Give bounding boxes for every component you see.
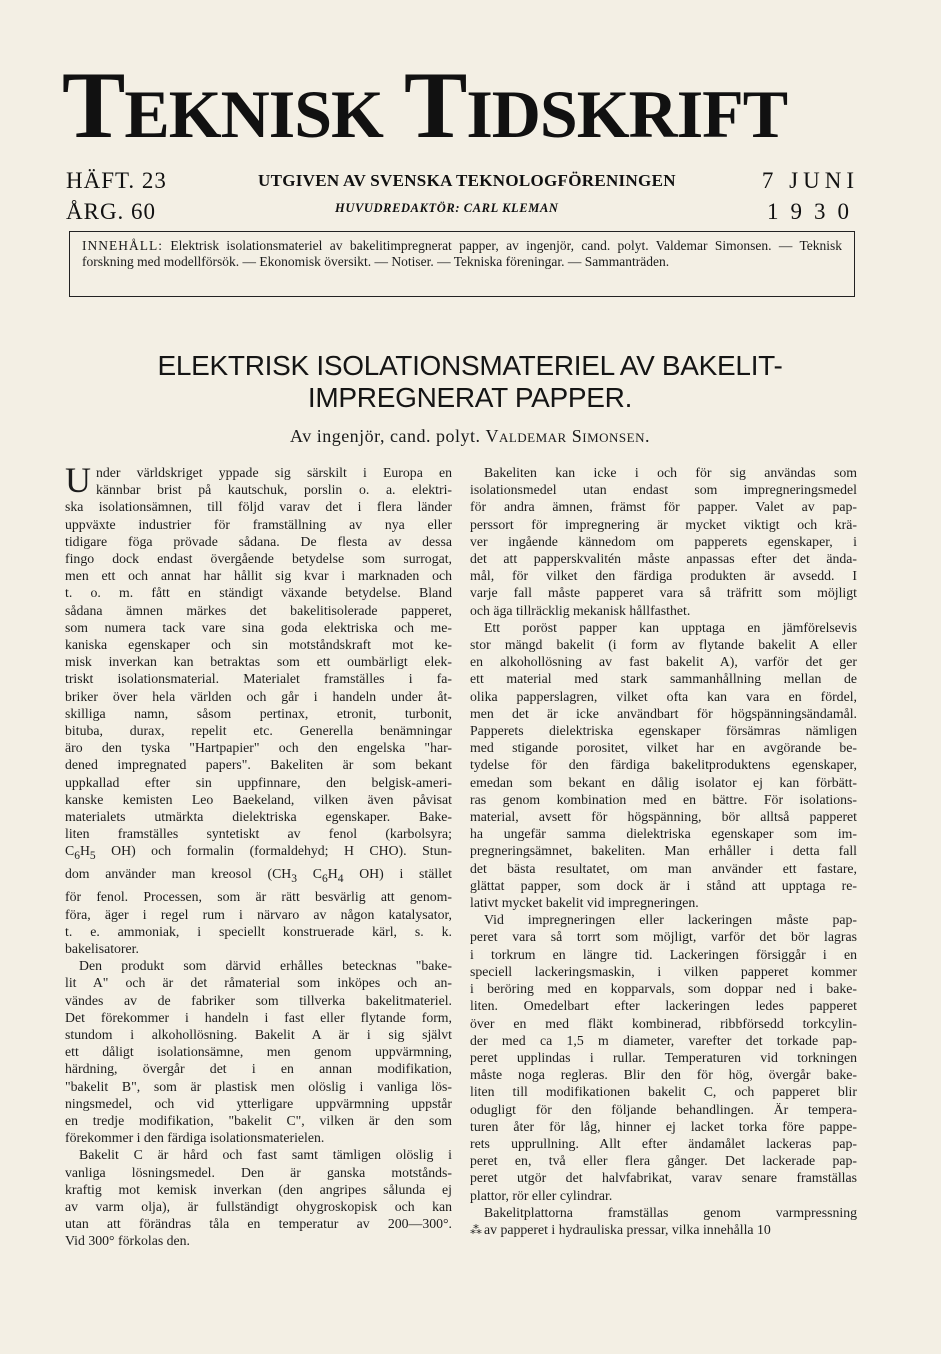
text-line: vanliga lösningsmedel. Den är ganska motstånds- [65,1164,452,1180]
text-line: materialets utmärkta dielektriska egenskaper. Bake- [65,809,452,825]
text-line: som numera tack vare sina goda elektriska och me- [65,619,452,635]
issue-number: HÄFT. 23 [66,168,167,193]
text-line: mål, för vilket den färdiga produkten är avsedd. I [470,568,857,584]
text-line: ⁂ av papperet i hydrauliska pressar, vilka innehålla 10 [470,1221,771,1237]
text-line: ningsmedel, och vid ytterligare uppvärmning uppstår [65,1095,452,1111]
text-line: turen åter för låg, hinner ej lacket torka före pappe- [470,1118,857,1134]
left-column [65,460,453,1250]
text-line: tidigare föga prövade sådana. De flesta av dessa [65,533,452,549]
text-line: Den produkt som därvid erhålles betecknas "bake- [79,958,452,974]
text-line: peret upplindas i rullar. Temperaturen vid torkningen [470,1049,857,1065]
volume-number: ÅRG. 60 [66,199,157,224]
text-line: peret en, två eller flera gånger. Det lackerade pap- [470,1153,857,1169]
article-title: ELEKTRISK ISOLATIONSMATERIEL AV BAKELIT- IMPREGNERAT PAPPER. [157,350,783,413]
text-line: utan att förändras tåla en temperatur av 200—300°. [65,1216,452,1232]
text-line: Papperets dielektriska egenskaper försämras nämligen [470,723,857,739]
text-line: sådana ämnen märkes det bakelitisolerade papperet, [65,602,452,618]
text-line: stundom i alkohollösning. Bakelit A är i sig självt [65,1027,452,1042]
text-line: kraftig mot kemisk inverkan (den angripes sålunda ej [65,1181,452,1197]
text-line: material, avsett för högspänning, bör alltså papperet [470,809,857,825]
text-line: glättat papper, som dock är i stånd att upptaga re- [470,877,857,893]
text-line: isolationsmedel utan endast som impregneringsmedel [470,482,857,498]
text-line: liten. Omedelbart efter lackeringen ledes papperet [470,998,857,1014]
text-line: Bakeliten kan icke i och för sig användas som [484,465,857,480]
text-line: och äga tillräcklig mekanisk hållfasthet. [470,602,691,618]
text-line: lit A" och är det råmaterial som inköpes och an- [65,975,452,991]
issue-year: 1930 [767,199,861,224]
text-line: förekommer i den färdiga isolationsmaterielen. [65,1130,325,1146]
formula-line: dom använder man kreosol ($CH_3$ $C_6H_4$ OH) i stället [65,866,453,886]
masthead-title: TEKNISK TIDSKRIFT [62,52,788,158]
text-line: ett dåligt isolationsämne, men genom uppvärmning, [65,1044,452,1060]
text-line: vändes av de fabriker som tillverka bakelitmateriel. [65,992,452,1008]
text-line: odugligt för den följande behandlingen. Är tempera- [470,1101,857,1117]
text-line: rets upprullning. Allt efter ändamålet lackeras pap- [470,1135,857,1151]
text-line: skilliga namn, såsom pertinax, etronit, turbonit, [65,705,452,721]
text-line: ha ungefär samma dielektriska egenskaper som im- [470,826,857,842]
text-line: kännbar brist på kautschuk, porslin o. a. elektri- [96,482,452,498]
article-byline: Av ingenjör, cand. polyt. Valdemar Simonsen. [290,426,650,446]
text-line: härdning, övergår det i en annan modifikation, [65,1061,452,1077]
text-line: Bakelit C är hård och fast samt tämligen olöslig i [79,1147,452,1163]
contents-box [69,231,855,297]
text-line: Bakelitplattorna framställas genom varmpressning [484,1204,857,1220]
text-line: t. e. ammoniak, i speciellt konstruerade kärl, s. k. [65,923,452,939]
text-line: Ett poröst papper kan upptaga en jämförelsevis [484,619,857,635]
text-line: t. o. m. fått en ständigt växande betydelse. Bland [65,585,452,601]
paragraph: Under världskriget yppade sig särskilt i Europa en [65,460,452,500]
text-line: liten framställes syntetiskt av fenol (karbolsyra; [65,826,452,842]
editor-line: HUVUDREDAKTÖR: CARL KLEMAN [335,201,559,215]
right-column [470,464,857,1239]
text-line: bakelisatorer. [65,940,139,956]
formula-line: $C_6H_5$ OH) och formalin (formaldehyd; H CHO). Stun- [65,843,452,863]
text-line: en alkohollösning av fast bakelit A), varför det ger [470,654,857,670]
text-line: tydelse för den färdiga bakelitproduktens egenskaper, [470,757,857,773]
text-line: triskt isolationsmaterial. Materialet framställes i fa- [65,671,452,687]
text-line: men ett och annat har hållit sig kvar i marknaden och [65,568,452,584]
text-line: pregneringsämnet, bakeliten. Man erhåller i detta fall [470,843,857,859]
text-line: men det är icke användbart för högspänningsändamål. [470,705,857,721]
text-line: av varm olja), är fullständigt ohygroskopisk och kan [65,1199,452,1215]
drop-cap: U [65,460,91,500]
text-line: perssort för impregnering är mycket viktigt och krä- [470,516,857,532]
text-line: för fenol. Processen, som är rätt besvärlig att genom- [65,889,452,905]
text-line: der med ca 1,5 m diameter, varefter det torkade pap- [470,1032,857,1048]
text-line: misk inverkan kan betraktas som ett oumbärligt elek- [65,654,452,670]
text-line: Vid impregneringen eller lackeringen måste pap- [484,912,857,928]
text-line: ver ingående kännedom om papperets egenskaper, i [470,533,857,549]
contents-text: Elektrisk isolationsmateriel av bakelitimpregnerat papper, av ingenjör, cand. polyt. Valdemar Simonsen. — Teknisk forskning med modellförsök. — Ekonomisk översikt. — Notiser. — Tekniska föreningar. — Sammanträden. [82,238,843,269]
text-line: "bakelit B", som är plastisk men olöslig i vanliga lös- [65,1078,452,1094]
text-line: briker över hela världen och går i handeln under åt- [65,688,452,704]
text-line: Vid 300° förkolas den. [65,1233,191,1249]
text-line: med stigande porositet, vilket har en avgörande be- [470,740,857,756]
text-line: kaniska egenskaper och sin motståndskraft mot ke- [65,637,452,653]
text-line: plattor, rör eller cylindrar. [470,1187,613,1203]
text-line: liten till modifikationen bakelit C, och papperet blir [470,1084,857,1100]
issue-date: 7 JUNI [761,168,859,193]
text-line: måste noga regleras. Blir den för hög, övergår bake- [470,1067,857,1083]
text-line: emedan som bekant en dålig isolator ej kan förbätt- [470,774,857,790]
text-line: lativt mycket bakelit vid impregneringen. [470,895,699,911]
text-line: kanske kemisten Leo Baekeland, vilken även påvisat [65,791,452,807]
text-line: varje fall måste papperet vara så träfritt som möjligt [470,585,857,601]
text-line: i beröring med en kopparvals, som doppar ned i bake- [470,981,857,997]
printer-mark-icon: ⁂ [470,1222,482,1237]
publisher-line: UTGIVEN AV SVENSKA TEKNOLOGFÖRENINGEN [258,171,676,190]
text-line: ska isolationsämnen, till följd varav det i flera länder [65,499,452,515]
text-line: uppväxte industrier för framställning av nya eller [65,516,452,532]
text-line: bituba, durax, repelit etc. Generella benämningar [65,723,452,739]
text-line: uppkallad efter sin uppfinnare, den belgisk-ameri- [65,774,452,790]
text-line: peret vara så torrt som möjligt, varför det bör lagras [470,929,857,945]
text-line: peret utgör det halvfabrikat, varav senare framställas [470,1170,857,1186]
text-line: i torkrum en längre tid. Lackeringen försiggår i en [470,946,857,962]
text-line: för andra ämnen, främst för papper. Valet av pap- [470,499,857,515]
text-line: Det förekommer i handeln i fast eller flytande form, [65,1009,452,1025]
text-line: dened impregnated papers". Bakeliten är som bekant [65,757,452,773]
text-line: det bästa resultatet, om man använder ett fastare, [470,860,857,876]
text-line: ras genom kombination med en bättre. För isolations- [470,791,857,807]
text-line: äro den tyska "Hartpapier" och den engelska "har- [65,740,452,756]
text-line: över en med fläkt kombinerad, ribbförsedd torkcylin- [470,1015,857,1031]
text-line: ett material med stark sammanhållning mellan de [470,671,857,687]
text-line: en tredje modifikation, "bakelit C", vilken är den som [65,1113,452,1129]
text-line: det att papperskvalitén måste anpassas efter det ända- [470,551,857,567]
contents-label: INNEHÅLL: [82,238,163,253]
text-line: speciell lackeringsmaskin, i vilken papperet kommer [470,963,857,979]
text-line: olika papperslagren, vilket ofta kan vara en fördel, [470,688,857,704]
text-line: stor mängd bakelit (i form av flytande bakelit A eller [470,637,857,653]
text-line: fingo dock endast övergående betydelse som surrogat, [65,551,452,567]
text-line: föra, äger i regel rum i närvaro av någon katalysator, [65,906,452,922]
